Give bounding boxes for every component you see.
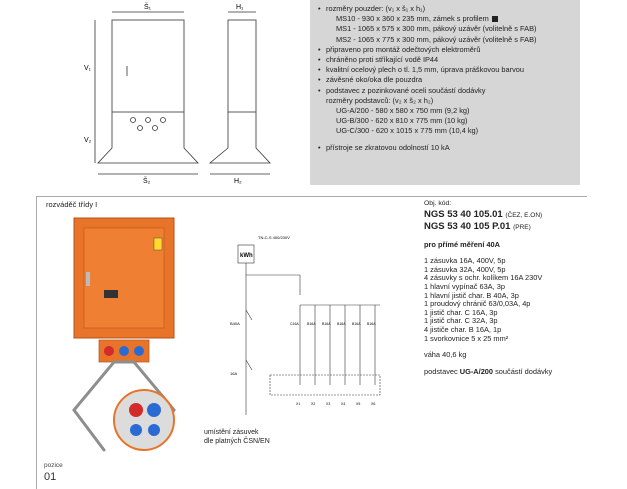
dim-h2: H₂ (234, 178, 242, 185)
base-note (424, 368, 614, 377)
meter-label: kWh (240, 253, 253, 259)
specification-panel (310, 0, 580, 185)
order-code-2-value: NGS 53 40 105 P.01 (424, 220, 511, 232)
breaker-label-5: B16A (352, 322, 361, 326)
spec-prepared: • připraveno pro montáž odečtových elektroměrů (318, 45, 580, 55)
weight: váha 40,6 kg (424, 350, 467, 360)
breaker-label-6: B16A (367, 322, 376, 326)
spec-short-circuit: • přístroje se zkratovou odolností 10 kA (318, 143, 580, 153)
breaker-label-4: B16A (337, 322, 346, 326)
product-info (424, 200, 614, 376)
class-label: rozváděč třídy I (46, 200, 98, 209)
output-label-5: X5 (356, 402, 361, 406)
breaker-label-2: B16A (307, 322, 316, 326)
spec-base: • podstavec z pozinkované oceli součástí dodávky (318, 86, 580, 96)
device-label-2: 16A (230, 371, 238, 376)
position-label: pozice (44, 462, 63, 469)
dim-h1: H₁ (236, 4, 244, 11)
order-code-2-note: (PRE) (513, 223, 531, 231)
dim-s2: Š₂ (143, 178, 151, 185)
base-prefix: podstavec (424, 366, 460, 376)
order-code-2 (424, 221, 614, 233)
caption-line-1: umístění zásuvek (204, 429, 259, 436)
device-label-1: B40A (230, 321, 240, 326)
equipment-item: 1 hlavní jistič char. B 40A, 3p (424, 290, 519, 300)
equipment-item: 1 jistič char. C 16A, 3p (424, 307, 498, 317)
equipment-item: 1 svorkovnice 5 x 25 mm² (424, 333, 509, 343)
profile-lock-square-icon (492, 16, 498, 22)
enclosure-dimension-drawing (40, 0, 290, 185)
spec-ms2: MS2 - 1065 x 775 x 300 mm, pákový uzávěr (volitelně s FAB) (336, 34, 537, 44)
product-photo (44, 210, 214, 460)
position-number: 01 (44, 471, 57, 483)
equipment-item: 1 hlavní vypínač 63A, 3p (424, 281, 505, 291)
spec-ug-b: UG-B/300 - 620 x 810 x 775 mm (10 kg) (336, 116, 468, 126)
output-label-4: X4 (341, 402, 346, 406)
spec-dimensions-title: • rozměry pouzder: (v₁ x š₁ x h₁) (318, 4, 580, 14)
equipment-list (424, 257, 614, 343)
spec-ms10 (318, 14, 580, 24)
equipment-item: 4 zásuvky s ochr. kolíkem 16A 230V (424, 273, 543, 283)
spec-ip44: • chráněno proti stříkající vodě IP44 (318, 55, 580, 65)
spec-steel: • kvalitní ocelový plech o tl. 1,5 mm, úprava práškovou barvou (318, 65, 580, 75)
dim-v1: V₁ (84, 65, 92, 72)
output-label-1: X1 (296, 402, 301, 406)
spec-base-dims: rozměry podstavců: (v₂ x š₂ x h₂) (326, 95, 434, 105)
base-model: UG-A/200 (459, 366, 494, 376)
order-code-1-note: (ČEZ, E.ON) (505, 211, 543, 219)
supply-label: TN-C-S 400/230V (258, 235, 290, 240)
wiring-diagram (210, 225, 410, 420)
caption-line-2: dle platných ČSN/EN (204, 438, 270, 445)
breaker-label-3: B16A (322, 322, 331, 326)
order-code-1 (424, 209, 614, 221)
equipment-item: 1 zásuvka 32A, 400V, 5p (424, 264, 506, 274)
output-label-2: X2 (311, 402, 316, 406)
breaker-label-1: C16A (290, 322, 299, 326)
equipment-item: 1 jistič char. C 32A, 3p (424, 316, 498, 326)
base-suffix: součástí dodávky (493, 366, 553, 376)
output-label-6: X6 (371, 402, 376, 406)
spec-eye: • závěsné oko/oka dle pouzdra (318, 75, 580, 85)
equipment-item: 4 jističe char. B 16A, 1p (424, 324, 502, 334)
spec-ug-c: UG-C/300 - 620 x 1015 x 775 mm (10,4 kg) (336, 126, 479, 136)
purpose: pro přímé měření 40A (424, 239, 500, 249)
spec-ms1: MS1 - 1065 x 575 x 300 mm, pákový uzávěr (volitelně s FAB) (336, 24, 537, 34)
equipment-item: 1 zásuvka 16A, 400V, 5p (424, 256, 506, 266)
order-code-1-value: NGS 53 40 105.01 (424, 208, 503, 220)
spec-ug-a: UG-A/200 - 580 x 580 x 750 mm (9,2 kg) (336, 106, 470, 116)
sockets-caption (204, 428, 270, 446)
equipment-item: 1 proudový chránič 63/0,03A, 4p (424, 299, 531, 309)
dim-s1: Š₁ (144, 4, 152, 11)
order-code-label: Obj. kód: (424, 200, 452, 207)
spec-ms10-text: MS10 - 930 x 360 x 235 mm, zámek s profilem (336, 14, 489, 24)
dim-v2: V₂ (84, 137, 92, 144)
output-label-3: X3 (326, 402, 331, 406)
